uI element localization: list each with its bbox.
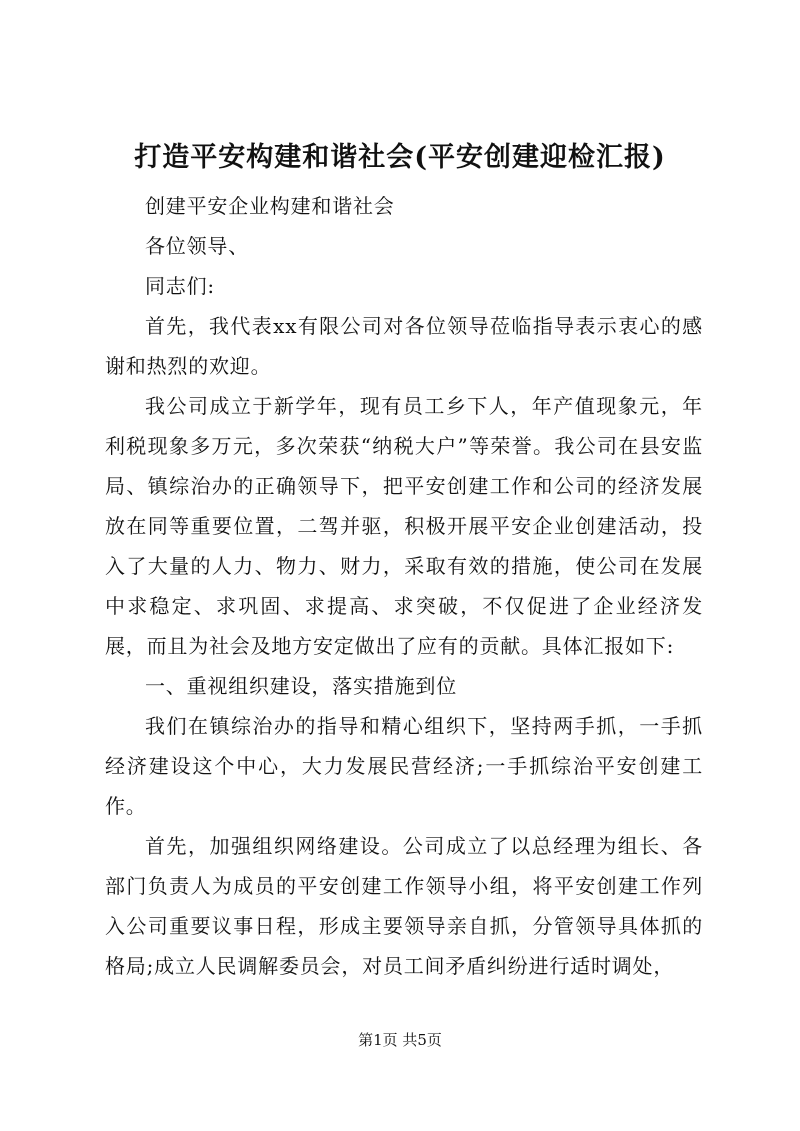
document-body [105, 186, 703, 986]
paragraph-salutation-leaders: 各位领导、 [145, 234, 249, 258]
paragraph-company-overview: 我公司成立于新学年，现有员工乡下人，年产值现象元，年利税现象多万元，多次荣获“纳税大户”等荣誉。我公司在县安监局、镇综治办的正确领导下，把平安创建工作和公司的经济发展放在同等重要位置，二驾并驱，积极开展平安企业创建活动，投入了大量的人力、物力、财力，采取有效的措施，使公司在发展中求稳定、求巩固、求提高、求突破，不仅促进了企业经济发展，而且为社会及地方安定做出了应有的贡献。具体汇报如下: [105, 394, 703, 658]
page-number-footer: 第1页 共5页 [358, 1031, 442, 1049]
paragraph-two-hands: 我们在镇综治办的指导和精心组织下，坚持两手抓，一手抓经济建设这个中心，大力发展民营经济;一手抓综治平安创建工作。 [105, 714, 703, 818]
paragraph-salutation-comrades: 同志们: [145, 274, 215, 298]
paragraph-organization: 首先，加强组织网络建设。公司成立了以总经理为组长、各部门负责人为成员的平安创建工作领导小组，将平安创建工作列入公司重要议事日程，形成主要领导亲自抓，分管领导具体抓的格局;成立人民调解委员会，对员工间矛盾纠纷进行适时调处， [105, 834, 703, 978]
paragraph-welcome: 首先，我代表xx有限公司对各位领导莅临指导表示衷心的感谢和热烈的欢迎。 [105, 314, 703, 378]
paragraph-subtitle: 创建平安企业构建和谐社会 [145, 194, 395, 218]
section-heading-1: 一、重视组织建设，落实措施到位 [145, 674, 457, 698]
document-title: 打造平安构建和谐社会(平安创建迎检汇报) [134, 142, 666, 173]
